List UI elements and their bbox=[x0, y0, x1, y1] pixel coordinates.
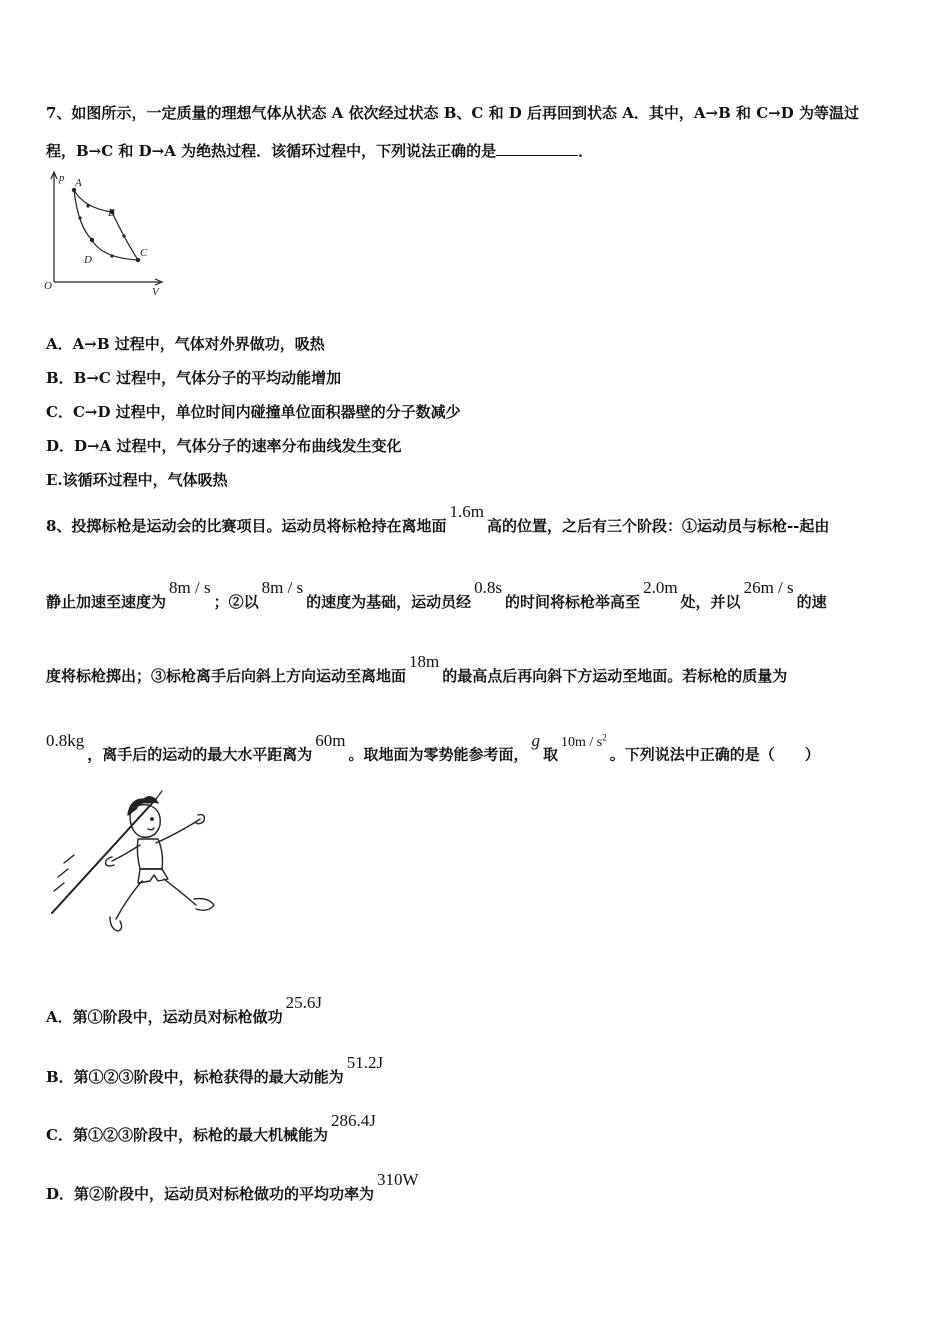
q8-option-a[interactable] bbox=[46, 993, 325, 1027]
javelin bbox=[52, 799, 156, 913]
q7-option-c[interactable]: C．C→D 过程中，单位时间内碰撞单位面积器壁的分子数减少 bbox=[46, 403, 461, 421]
text: 的时间将标枪举高至 bbox=[505, 593, 641, 611]
q8-stem-line4 bbox=[46, 730, 820, 767]
text: 。取地面为零势能参考面， bbox=[348, 745, 529, 764]
right-arm bbox=[156, 819, 200, 843]
midpoint-cd bbox=[110, 254, 113, 257]
text: 的速 bbox=[796, 593, 827, 611]
curve-cd bbox=[92, 240, 138, 260]
option-text: A．第①阶段中，运动员对标枪做功 bbox=[46, 1008, 283, 1026]
mouth bbox=[148, 828, 154, 830]
math-g: g bbox=[531, 730, 541, 750]
motion-line bbox=[54, 883, 64, 891]
text: 。下列说法中正确的是（ ） bbox=[609, 745, 820, 764]
math-height: 1.6m bbox=[449, 502, 484, 521]
eye bbox=[151, 818, 153, 820]
option-text: B．第①②③阶段中，标枪获得的最大动能为 bbox=[46, 1068, 344, 1086]
math-height: 18m bbox=[409, 652, 440, 671]
javelin-tip bbox=[156, 791, 162, 799]
option-value: 25.6J bbox=[285, 993, 323, 1012]
q7-stem-line2-end: ． bbox=[578, 142, 594, 160]
math-acceleration bbox=[561, 732, 607, 750]
text: ，离手后的运动的最大水平距离为 bbox=[87, 745, 313, 764]
text: 处，并以 bbox=[680, 593, 741, 611]
q7-stem-line1: 7、如图所示，一定质量的理想气体从状态 A 依次经过状态 B、C 和 D 后再回到状态 A．其中，A→B 和 C→D 为等温过 bbox=[46, 104, 859, 122]
axis-label-v: V bbox=[152, 286, 159, 298]
motion-line bbox=[64, 855, 74, 863]
q8-stem-line3 bbox=[46, 652, 788, 686]
math-speed: 8m / s bbox=[261, 578, 304, 597]
option-value: 310W bbox=[377, 1170, 419, 1189]
option-text: D．第②阶段中，运动员对标枪做功的平均功率为 bbox=[46, 1185, 375, 1203]
text: 静止加速至速度为 bbox=[46, 593, 167, 611]
left-hand bbox=[106, 857, 114, 866]
q8-stem-line1 bbox=[46, 502, 830, 536]
q8-option-b[interactable] bbox=[46, 1053, 386, 1087]
q7-option-b[interactable]: B．B→C 过程中，气体分子的平均动能增加 bbox=[46, 369, 342, 387]
math-mass: 0.8kg bbox=[46, 730, 85, 750]
q8-option-d[interactable] bbox=[46, 1170, 422, 1204]
math-speed: 8m / s bbox=[169, 578, 211, 597]
q7-option-e[interactable]: E.该循环过程中，气体吸热 bbox=[46, 471, 228, 489]
left-arm bbox=[112, 845, 140, 861]
text: ；②以 bbox=[213, 593, 259, 611]
curve-ab bbox=[74, 190, 112, 212]
text: 度将标枪掷出；③标枪离手后向斜上方向运动至离地面 bbox=[46, 667, 407, 685]
math-speed: 26m / s bbox=[743, 578, 794, 597]
text: 取 bbox=[543, 745, 559, 764]
javelin-thrower-illustration bbox=[44, 785, 224, 945]
q7-option-d[interactable]: D．D→A 过程中，气体分子的速率分布曲线发生变化 bbox=[46, 437, 402, 455]
accel-exponent: 2 bbox=[602, 732, 607, 742]
q7-option-a[interactable]: A．A→B 过程中，气体对外界做功，吸热 bbox=[46, 335, 325, 353]
text: 的速度为基础，运动员经 bbox=[306, 593, 472, 611]
midpoint-bc bbox=[122, 234, 125, 237]
math-time: 0.8s bbox=[474, 578, 503, 597]
math-distance: 60m bbox=[315, 730, 346, 750]
torso bbox=[137, 839, 162, 869]
label-d: D bbox=[84, 254, 92, 266]
midpoint-ab bbox=[86, 204, 89, 207]
q7-stem-line2 bbox=[46, 141, 593, 161]
answer-blank bbox=[496, 141, 578, 156]
motion-line bbox=[58, 869, 68, 877]
right-foot bbox=[194, 899, 214, 911]
point-d bbox=[90, 238, 94, 242]
text: 的最高点后再向斜下方运动至地面。若标枪的质量为 bbox=[442, 667, 788, 685]
text: 高的位置，之后有三个阶段：①运动员与标枪--起由 bbox=[486, 517, 830, 535]
option-value: 51.2J bbox=[346, 1053, 384, 1072]
curve-da bbox=[74, 190, 92, 240]
midpoint-da bbox=[78, 216, 81, 219]
left-leg bbox=[116, 881, 142, 919]
option-value: 286.4J bbox=[330, 1111, 376, 1130]
right-leg bbox=[164, 879, 196, 905]
math-height: 2.0m bbox=[643, 578, 678, 597]
q8-option-c[interactable] bbox=[46, 1111, 379, 1145]
accel-value: 10m / s bbox=[561, 734, 603, 750]
origin-label: O bbox=[44, 280, 52, 292]
text: 8、投掷标枪是运动会的比赛项目。运动员将标枪持在离地面 bbox=[46, 517, 447, 535]
q7-stem-line2-text: 程，B→C 和 D→A 为绝热过程．该循环过程中，下列说法正确的是 bbox=[46, 142, 497, 160]
axis-label-p: p bbox=[59, 172, 65, 184]
label-a: A bbox=[75, 177, 82, 189]
label-c: C bbox=[140, 247, 148, 259]
q8-stem-line2 bbox=[46, 578, 827, 612]
label-b: B bbox=[108, 207, 115, 219]
pv-diagram bbox=[40, 168, 175, 298]
option-text: C．第①②③阶段中，标枪的最大机械能为 bbox=[46, 1126, 328, 1144]
